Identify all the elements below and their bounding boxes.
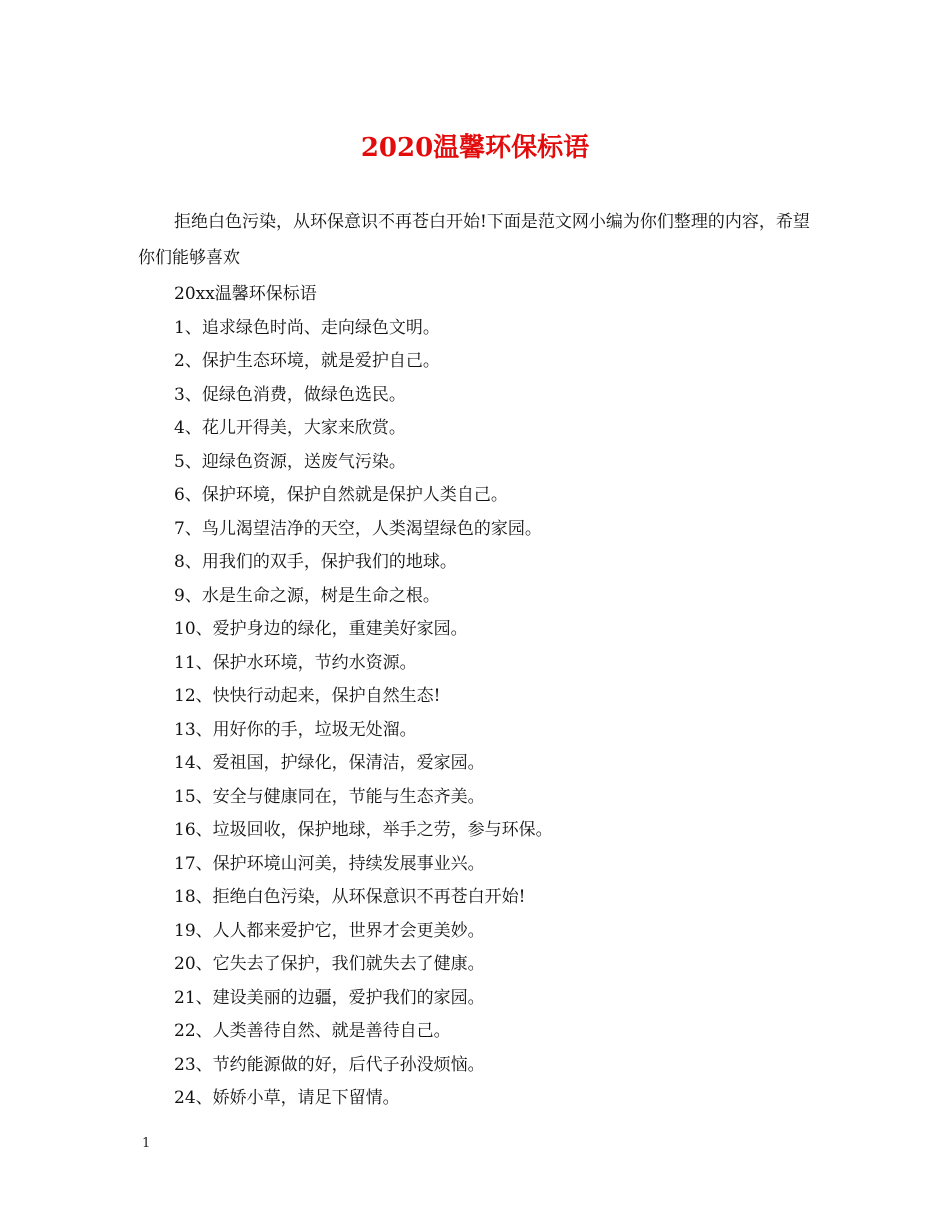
list-item: 14、爱祖国，护绿化，保清洁，爱家园。 <box>174 753 485 773</box>
list-item: 13、用好你的手，垃圾无处溜。 <box>174 719 417 740</box>
list-item: 4、花儿开得美，大家来欣赏。 <box>174 418 406 438</box>
list-item: 8、用我们的双手，保护我们的地球。 <box>174 552 457 572</box>
list-item: 6、保护环境，保护自然就是保护人类自己。 <box>174 485 508 505</box>
intro-paragraph: 拒绝白色污染，从环保意识不再苍白开始!下面是范文网小编为你们整理的内容，希望你们能够喜欢 <box>138 212 810 268</box>
page-number: 1 <box>142 1136 151 1151</box>
list-item: 11、保护水环境，节约水资源。 <box>174 652 417 673</box>
subheading: 20xx温馨环保标语 <box>174 284 317 304</box>
list-item: 10、爱护身边的绿化，重建美好家园。 <box>174 619 468 639</box>
list-item: 21、建设美丽的边疆，爱护我们的家园。 <box>174 987 485 1008</box>
list-item: 12、快快行动起来，保护自然生态! <box>174 686 441 706</box>
list-item: 20、它失去了保护，我们就失去了健康。 <box>174 954 485 974</box>
list-item: 7、鸟儿渴望洁净的天空，人类渴望绿色的家园。 <box>174 518 542 539</box>
list-item: 18、拒绝白色污染，从环保意识不再苍白开始! <box>174 887 526 907</box>
list-item: 24、娇娇小草，请足下留情。 <box>174 1088 400 1108</box>
list-item: 9、水是生命之源，树是生命之根。 <box>174 585 440 606</box>
list-item: 23、节约能源做的好，后代子孙没烦恼。 <box>174 1054 485 1075</box>
slogan-list <box>174 278 553 1116</box>
list-item: 1、追求绿色时尚、走向绿色文明。 <box>174 317 440 338</box>
list-item: 16、垃圾回收，保护地球，举手之劳，参与环保。 <box>174 820 553 840</box>
list-item: 15、安全与健康同在，节能与生态齐美。 <box>174 786 485 807</box>
list-item: 17、保护环境山河美，持续发展事业兴。 <box>174 853 485 874</box>
list-item: 19、人人都来爱护它，世界才会更美妙。 <box>174 920 485 941</box>
list-item: 22、人类善待自然、就是善待自己。 <box>174 1021 451 1041</box>
list-item: 5、迎绿色资源，送废气污染。 <box>174 451 406 472</box>
document-title: 2020温馨环保标语 <box>360 133 590 163</box>
list-item: 2、保护生态环境，就是爱护自己。 <box>174 351 440 371</box>
list-item: 3、促绿色消费，做绿色选民。 <box>174 384 406 405</box>
